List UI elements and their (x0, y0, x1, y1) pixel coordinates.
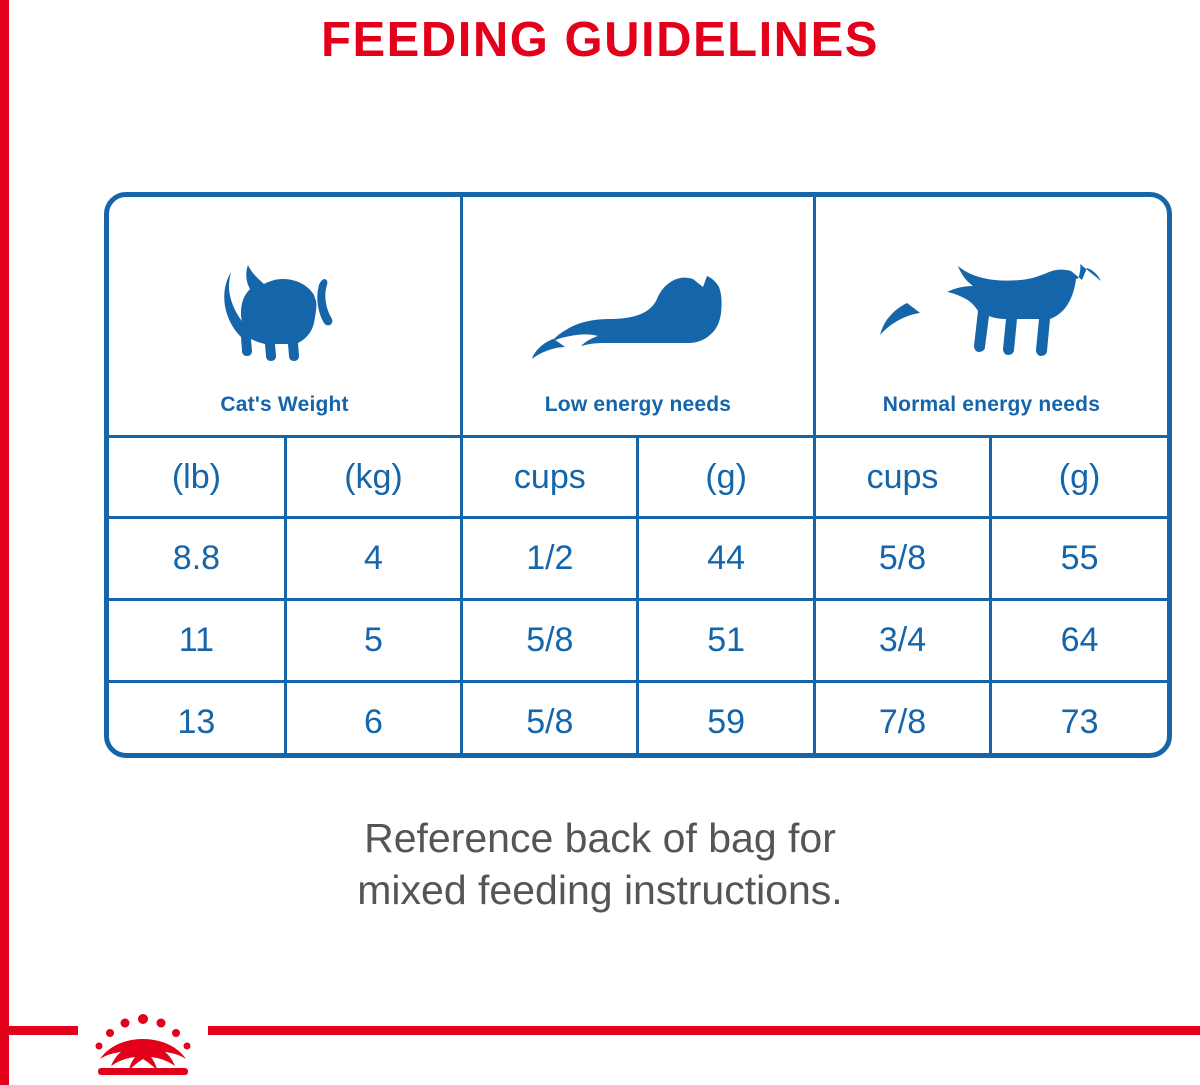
cell-normal-g: 73 (991, 682, 1167, 759)
cat-sitting-icon (210, 259, 360, 379)
header-normal-energy (814, 197, 1167, 437)
header-label-low-energy: Low energy needs (544, 393, 732, 416)
cell-normal-cups: 7/8 (814, 682, 990, 759)
cell-low-cups: 5/8 (462, 600, 638, 682)
subheader-kg: (kg) (285, 437, 461, 518)
subheader-lb: (lb) (109, 437, 285, 518)
cell-normal-g: 64 (991, 600, 1167, 682)
cell-normal-cups: 3/4 (814, 600, 990, 682)
table-row (109, 600, 1167, 682)
cell-low-g: 51 (638, 600, 814, 682)
table-icon-header-row (109, 197, 1167, 437)
cell-low-g: 59 (638, 682, 814, 759)
cell-weight-kg: 6 (285, 682, 461, 759)
feeding-guidelines-table (104, 192, 1172, 758)
header-low-energy (462, 197, 815, 437)
cell-weight-lb: 11 (109, 600, 285, 682)
cat-lying-icon (523, 269, 753, 379)
cell-low-g: 44 (638, 518, 814, 600)
feeding-note (0, 812, 1200, 917)
cell-weight-kg: 5 (285, 600, 461, 682)
cat-walking-icon (869, 259, 1114, 379)
header-label-cat-weight: Cat's Weight (220, 393, 349, 416)
table-row (109, 682, 1167, 759)
table-row (109, 518, 1167, 600)
subheader-low-g: (g) (638, 437, 814, 518)
cell-low-cups: 5/8 (462, 682, 638, 759)
cell-weight-lb: 13 (109, 682, 285, 759)
header-cat-weight (109, 197, 462, 437)
brand-logo (78, 1012, 208, 1085)
cell-normal-cups: 5/8 (814, 518, 990, 600)
cell-weight-lb: 8.8 (109, 518, 285, 600)
cell-normal-g: 55 (991, 518, 1167, 600)
subheader-normal-cups: cups (814, 437, 990, 518)
subheader-normal-g: (g) (991, 437, 1167, 518)
cell-weight-kg: 4 (285, 518, 461, 600)
cell-low-cups: 1/2 (462, 518, 638, 600)
subheader-low-cups: cups (462, 437, 638, 518)
page-title: FEEDING GUIDELINES (321, 13, 879, 67)
header-label-normal-energy: Normal energy needs (882, 393, 1101, 416)
feeding-note-line-2: mixed feeding instructions. (357, 867, 843, 914)
feeding-note-line-1: Reference back of bag for (364, 815, 836, 861)
left-red-band (0, 0, 9, 1085)
royal-canin-crown-icon (88, 1013, 198, 1084)
table-subheader-row (109, 437, 1167, 518)
